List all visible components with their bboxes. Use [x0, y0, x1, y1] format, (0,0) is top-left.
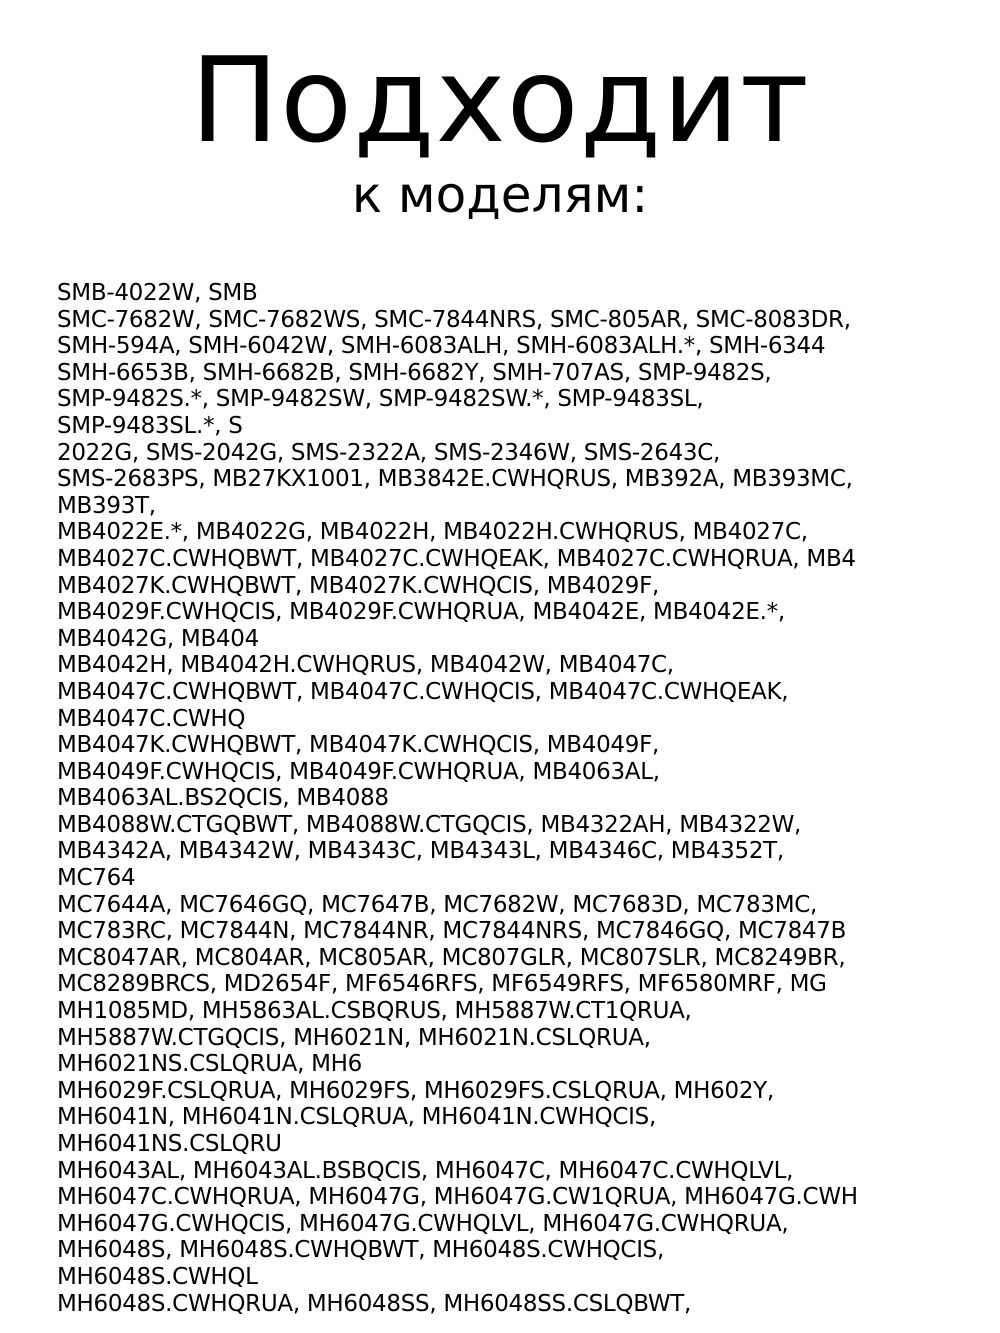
- model-list-line: SMS-2683PS, MB27KX1001, MB3842E.CWHQRUS, MB392A, MB393MC,: [57, 466, 853, 493]
- model-list-line: 2022G, SMS-2042G, SMS-2322A, SMS-2346W, SMS-2643C,: [57, 439, 721, 466]
- model-list-line: MH1085MD, MH5863AL.CSBQRUS, MH5887W.CT1QRUA,: [57, 998, 692, 1025]
- model-list-line: MB4027K.CWHQBWT, MB4027K.CWHQCIS, MB4029F,: [57, 572, 660, 599]
- model-list-line: SMC-7682W, SMC-7682WS, SMC-7844NRS, SMC-805AR, SMC-8083DR,: [57, 306, 851, 333]
- model-list-line: MB4029F.CWHQCIS, MB4029F.CWHQRUA, MB4042E, MB4042E.*,: [57, 599, 785, 626]
- model-list-line: MB4063AL.BS2QCIS, MB4088: [57, 785, 389, 812]
- model-list-line: MH6021NS.CSLQRUA, MH6: [57, 1051, 363, 1078]
- model-list-line: MH6047C.CWHQRUA, MH6047G, MH6047G.CW1QRUA, MH6047G.CWH: [57, 1184, 858, 1211]
- model-list-line: MH6048S, MH6048S.CWHQBWT, MH6048S.CWHQCIS,: [57, 1237, 664, 1264]
- model-list-line: MH5887W.CTGQCIS, MH6021N, MH6021N.CSLQRUA,: [57, 1024, 651, 1051]
- model-list-line: SMP-9482S.*, SMP-9482SW, SMP-9482SW.*, SMP-9483SL,: [57, 386, 704, 413]
- model-list-line: MB4022E.*, MB4022G, MB4022H, MB4022H.CWHQRUS, MB4027C,: [57, 519, 808, 546]
- model-list-line: MC8047AR, MC804AR, MC805AR, MC807GLR, MC807SLR, MC8249BR,: [57, 944, 846, 971]
- model-list-line: MH6041NS.CSLQRU: [57, 1131, 282, 1157]
- model-list-line: MB4047C.CWHQBWT, MB4047C.CWHQCIS, MB4047C.CWHQEAK,: [57, 678, 789, 705]
- model-list-line: MB4047C.CWHQ: [57, 705, 246, 732]
- compatible-models-list: [57, 280, 1000, 1333]
- model-list-line: MB393T,: [57, 492, 156, 519]
- page-subtitle: к моделям:: [351, 166, 649, 224]
- model-list-line: MB4042H, MB4042H.CWHQRUS, MB4042W, MB4047C,: [57, 652, 674, 679]
- model-list-line: SMB-4022W, SMB: [57, 280, 258, 306]
- model-list-line: MH6047G.CWHQCIS, MH6047G.CWHQLVL, MH6047G.CWHQRUA,: [57, 1210, 789, 1237]
- model-list-line: MB4088W.CTGQBWT, MB4088W.CTGQCIS, MB4322AH, MB4322W,: [57, 811, 802, 838]
- model-list-line: MH6048S.CWHQRUA, MH6048SS, MH6048SS.CSLQBWT,: [57, 1290, 692, 1317]
- model-list-line: SMP-9483SL.*, S: [57, 412, 243, 439]
- model-list-line: MC783RC, MC7844N, MC7844NR, MC7844NRS, MC7846GQ, MC7847B: [57, 918, 847, 945]
- model-list-line: MC764: [57, 865, 136, 892]
- model-list-line: MH6043AL, MH6043AL.BSBQCIS, MH6047C, MH6047C.CWHQLVL,: [57, 1157, 794, 1184]
- model-list-line: MB4047K.CWHQBWT, MB4047K.CWHQCIS, MB4049F,: [57, 732, 660, 759]
- model-list-line: MB4049F.CWHQCIS, MB4049F.CWHQRUA, MB4063AL,: [57, 758, 660, 785]
- model-list-line: MB4042G, MB404: [57, 625, 259, 652]
- page-title: Подходит: [190, 31, 810, 169]
- model-list-line: SMH-6653B, SMH-6682B, SMH-6682Y, SMH-707AS, SMP-9482S,: [57, 359, 772, 386]
- model-list-line: MH6048S.CWHQL: [57, 1263, 258, 1290]
- model-list-line: MH6029F.CSLQRUA, MH6029FS, MH6029FS.CSLQRUA, MH602Y,: [57, 1077, 774, 1104]
- model-list-line: MC8289BRCS, MD2654F, MF6546RFS, MF6549RFS, MF6580MRF, MG: [57, 971, 827, 998]
- model-list-line: MB4027C.CWHQBWT, MB4027C.CWHQEAK, MB4027C.CWHQRUA, MB4: [57, 545, 856, 572]
- model-list-line: MC7644A, MC7646GQ, MC7647B, MC7682W, MC7683D, MC783MC,: [57, 891, 818, 918]
- model-list-line: SMH-594A, SMH-6042W, SMH-6083ALH, SMH-6083ALH.*, SMH-6344: [57, 333, 826, 360]
- model-list-line: MH6041N, MH6041N.CSLQRUA, MH6041N.CWHQCIS,: [57, 1104, 656, 1131]
- model-list-line: MB4342A, MB4342W, MB4343C, MB4343L, MB4346C, MB4352T,: [57, 838, 784, 865]
